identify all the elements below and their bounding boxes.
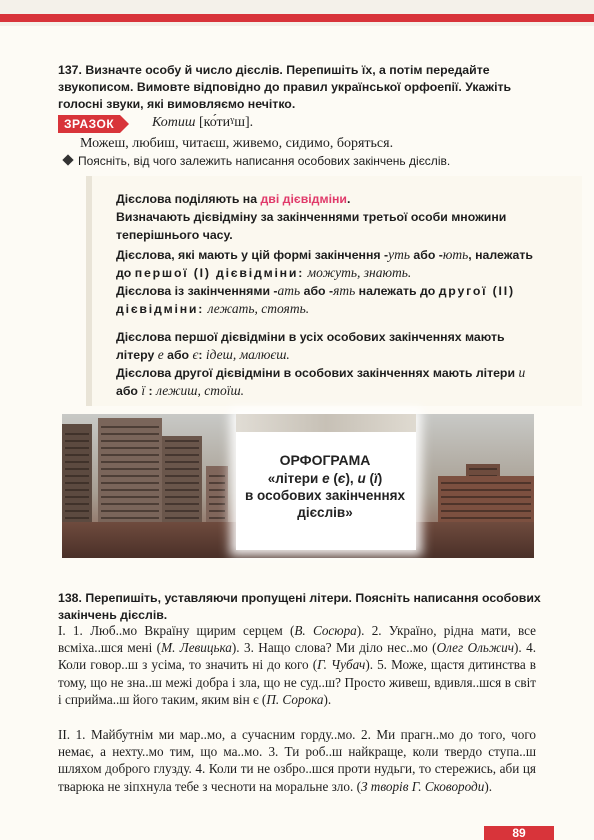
exercise-text: ). 4. Коли говор..ш з усіма, то значить ні до кого ( (58, 640, 536, 673)
rule-ending: уть (388, 247, 410, 262)
orthogram-text: ( (365, 471, 374, 486)
rule-text: або - (300, 284, 334, 298)
top-decorative-bar (0, 0, 594, 26)
rule-text: або (116, 384, 142, 398)
orthogram-letter: є (337, 471, 346, 486)
sample-text (152, 115, 253, 131)
orthogram-line-3: в особових закінченнях (244, 488, 406, 503)
rule-paragraph-2 (116, 246, 546, 282)
rule-example: ідеш, малюєш. (205, 347, 290, 362)
orthogram-letter: ї (373, 471, 378, 486)
orthogram-letter: и (357, 471, 366, 486)
orthogram-title: ОРФОГРАМА (279, 452, 371, 468)
orthogram-text: ), (345, 471, 358, 486)
rule-example: можуть, знають. (304, 265, 412, 280)
rule-text: Дієслова, які мають у цій формі закінчення - (116, 248, 389, 262)
rule-text: Дієслова другої дієвідміни в особових закінченнях мають літери (116, 366, 519, 380)
exercise-137-words: Можеш, любиш, читаєш, живемо, сидимо, боряться. (80, 136, 394, 151)
rule-text: , належать до (116, 248, 533, 280)
rule-text: Дієслова першої дієвідміни в усіх особових закінченнях мають літеру (116, 330, 505, 362)
orthogram-letter: е (322, 471, 330, 486)
author: Г. Чубач (317, 657, 366, 673)
exercise-137-task (64, 154, 450, 168)
sample-transcription: [ко́тиˠш]. (198, 115, 254, 130)
red-stripe (0, 14, 594, 22)
author: В. Сосюра (294, 623, 357, 638)
orthogram-skyline-strip (236, 414, 416, 432)
exercise-text: І. 1. Люб..мо Вкраїну щирим серцем ( (58, 623, 295, 638)
diamond-bullet-icon (62, 154, 73, 165)
author: Олег Ольжич (436, 640, 515, 656)
rule-paragraph-1 (116, 190, 546, 244)
rule-text: : (145, 384, 157, 398)
exercise-text: ). 3. Нащо слова? Ми діло нес..мо ( (231, 640, 437, 656)
rule-highlight: дві дієвідміни (260, 192, 347, 206)
rule-text: Дієслова поділяють на (116, 192, 261, 206)
rule-text: Визначають дієвідміну за закінченнями третьої особи множини теперішнього часу. (116, 210, 507, 242)
author: М. Левицька (161, 640, 232, 656)
rule-ending: ять (333, 283, 356, 298)
rule-ending: ать (277, 283, 301, 298)
rule-example: лежиш, стоїш. (156, 383, 245, 398)
rule-term: першої (І) дієвідміни: (134, 266, 305, 280)
sample-word: Котиш (152, 115, 196, 130)
orthogram-line-4: дієслів» (297, 505, 353, 520)
sample-badge: ЗРАЗОК (58, 115, 120, 133)
orthogram-text: ) (377, 471, 383, 486)
rule-text: Дієслова із закінченнями - (116, 284, 278, 298)
rule-text: або - (409, 248, 443, 262)
orthogram-text: «літери (267, 471, 323, 486)
rule-text: : (198, 348, 206, 362)
sample-row (58, 114, 578, 134)
rule-text: належать до (355, 284, 439, 298)
rule-paragraph-4 (116, 328, 546, 364)
exercise-text: ). 5. Може, щастя дитинства в тому, що не зна..ш межі добра і зла, що не суд..ш? Просто живеш, вдивля..шся в світ і сприйма..ш його таким, яким він є ( (58, 657, 536, 707)
rule-letter: и (518, 365, 526, 380)
page-number: 89 (484, 826, 554, 840)
exercise-138-part-1 (58, 622, 536, 708)
exercise-text: ). (484, 778, 493, 794)
rule-letter: є (192, 347, 199, 362)
exercise-text: ). (323, 691, 332, 707)
rule-letter: е (157, 347, 164, 362)
exercise-137-prompt: 137. Визначте особу й число дієслів. Перепишіть їх, а потім передайте звукописом. Вимовте відповідно до правил української орфоепії. Укажіть голосні звуки, які вимовляємо нечітко. (58, 63, 512, 111)
source: З творів Г. Сковороди (360, 778, 485, 794)
task-text: Поясніть, від чого залежить написання особових закінчень дієслів. (78, 154, 451, 168)
exercise-138-prompt: 138. Перепишіть, уставляючи пропущені літери. Поясніть написання особових закінчень дієслів. (58, 591, 541, 622)
exercise-138-part-2 (58, 726, 536, 795)
rule-text: . (346, 192, 351, 206)
orthogram-text: ( (329, 471, 338, 486)
rule-term: другої (ІІ) дієвідміни: (116, 284, 515, 316)
rule-paragraph-5 (116, 364, 546, 400)
exercise-text: ). 2. Україно, рідна мати, все всміха..шся мені ( (58, 623, 536, 656)
rule-paragraph-3 (116, 282, 546, 318)
rule-example: лежать, стоять. (204, 301, 310, 316)
exercise-text: ІІ. 1. Майбутнім ми мар..мо, а сучасним горду..мо. 2. Ми прагн..мо до того, чого немає, а нехту..мо тим, що ма..мо. 3. Ти роб..ш найкраще, коли твердо ступа..ш шляхом доброго глузду. 4. Коли ти не озбро..шся проти нудьги, то стережись, аби ця тварюка не зіпхнула тебе з чесноти на моральне зло. ( (58, 727, 536, 794)
author: П. Сорока (266, 691, 324, 707)
rule-text: або (163, 348, 193, 362)
rule-letter: ї (141, 383, 146, 398)
orthogram-line-2 (230, 470, 420, 487)
rule-ending: ють (442, 247, 469, 262)
